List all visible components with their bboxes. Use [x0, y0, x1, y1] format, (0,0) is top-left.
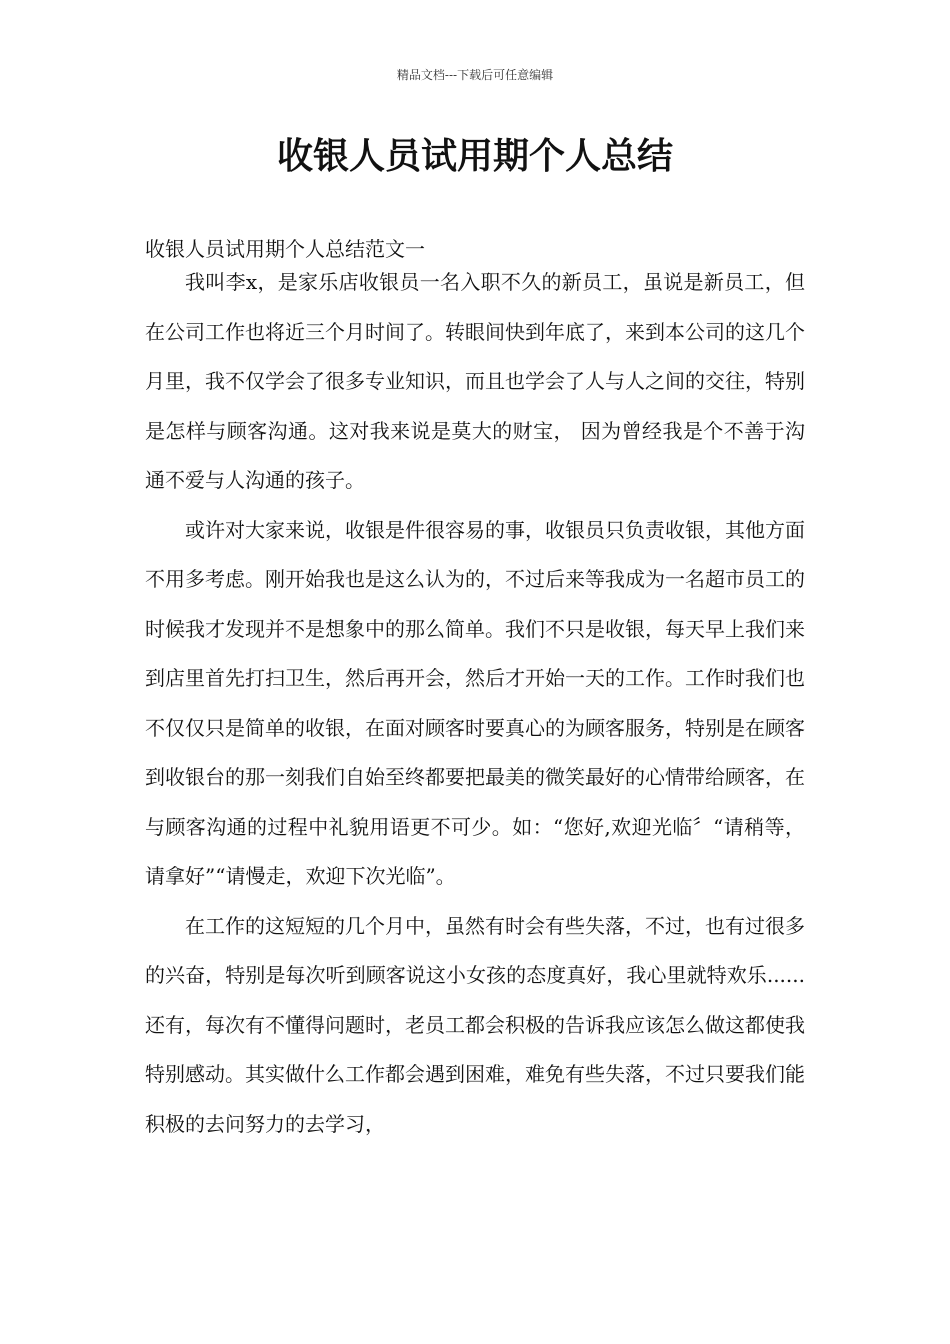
section-subtitle: 收银人员试用期个人总结范文一 — [145, 237, 425, 261]
document-body — [145, 258, 805, 1149]
paragraph-1: 我叫李x，是家乐店收银员一名入职不久的新员工，虽说是新员工，但在公司工作也将近三个月时间了。转眼间快到年底了，来到本公司的这几个月里，我不仅学会了很多专业知识，而且也学会了人与人之间的交往，特别是怎样与顾客沟通。这对我来说是莫大的财宝， 因为曾经我是个不善于沟通不爱与人沟通的孩子。 — [145, 270, 805, 492]
document-title: 收银人员试用期个人总结 — [276, 135, 673, 177]
paragraph-2: 或许对大家来说，收银是件很容易的事，收银员只负责收银，其他方面不用多考虑。刚开始我也是这么认为的，不过后来等我成为一名超市员工的时候我才发现并不是想象中的那么简单。我们不只是收银，每天早上我们来到店里首先打扫卫生，然后再开会，然后才开始一天的工作。工作时我们也不仅仅只是简单的收银，在面对顾客时要真心的为顾客服务，特别是在顾客到收银台的那一刻我们自始至终都要把最美的微笑最好的心情带给顾客，在与顾客沟通的过程中礼貌用语更不可少。如：“您好,欢迎光临〞“请稍等，请拿好”“请慢走，欢迎下次光临”。 — [145, 517, 805, 888]
header-note: 精品文档---下载后可任意编辑 — [396, 68, 554, 82]
paragraph-3: 在工作的这短短的几个月中，虽然有时会有些失落，不过，也有过很多的兴奋，特别是每次听到顾客说这小女孩的态度真好，我心里就特欢乐......还有，每次有不懂得问题时，老员工都会积极的告诉我应该怎么做这都使我特别感动。其实做什么工作都会遇到困难，难免有些失落，不过只要我们能积极的去问努力的去学习， — [145, 913, 805, 1136]
